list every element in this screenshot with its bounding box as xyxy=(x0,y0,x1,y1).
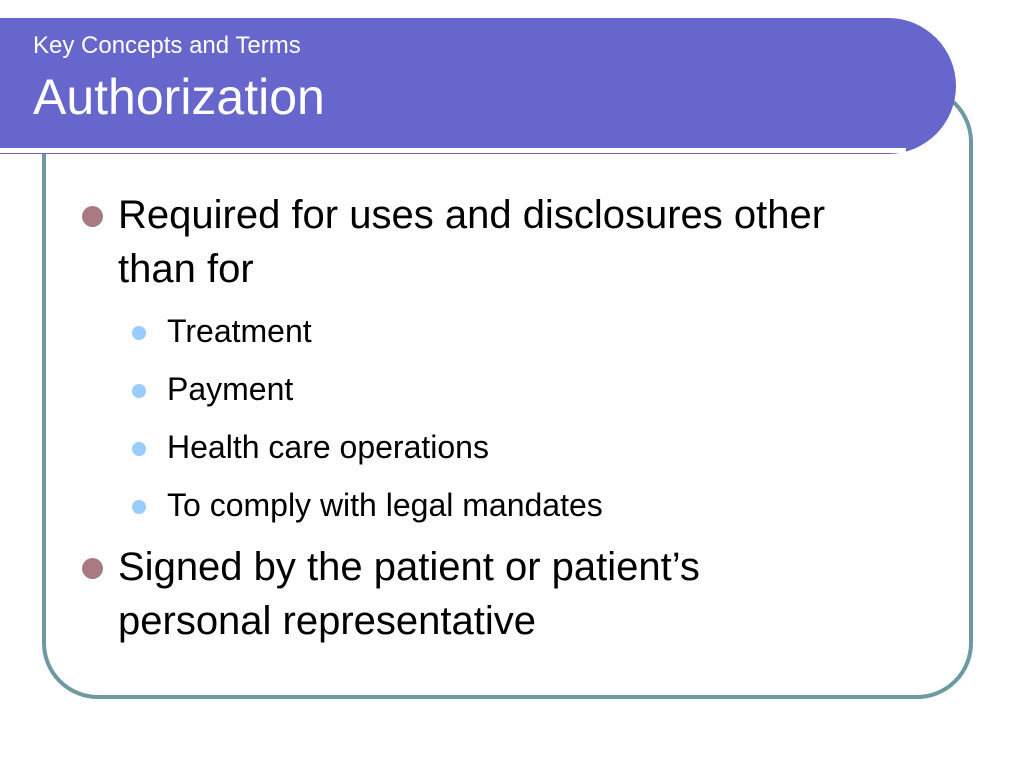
bullet-dot-icon xyxy=(82,206,103,227)
sub-bullet-dot-icon xyxy=(132,442,146,456)
sub-bullet-text: Treatment xyxy=(167,313,312,349)
sub-bullet-dot-icon xyxy=(132,384,146,398)
sub-bullet-item xyxy=(122,302,942,360)
bullet-dot-icon xyxy=(82,558,103,579)
sub-bullet-list xyxy=(122,302,942,534)
bullet-text: Signed by the patient or patient’s personal representative xyxy=(118,545,700,643)
bullet-text: Required for uses and disclosures other than for xyxy=(118,193,826,291)
sub-bullet-text: To comply with legal mandates xyxy=(167,487,603,523)
sub-bullet-item xyxy=(122,418,942,476)
bullet-item xyxy=(82,188,848,296)
slide-title: Authorization xyxy=(33,69,325,125)
bullet-item xyxy=(82,540,848,648)
sub-bullet-text: Payment xyxy=(167,371,294,407)
sub-bullet-dot-icon xyxy=(132,326,146,340)
sub-bullet-group xyxy=(82,302,942,534)
sub-bullet-text: Health care operations xyxy=(167,429,489,465)
header-divider xyxy=(0,148,906,153)
bullet-list xyxy=(82,188,942,648)
sub-bullet-dot-icon xyxy=(132,500,146,514)
sub-bullet-item xyxy=(122,360,942,418)
slide-subtitle: Key Concepts and Terms xyxy=(33,32,301,59)
sub-bullet-item xyxy=(122,476,942,534)
